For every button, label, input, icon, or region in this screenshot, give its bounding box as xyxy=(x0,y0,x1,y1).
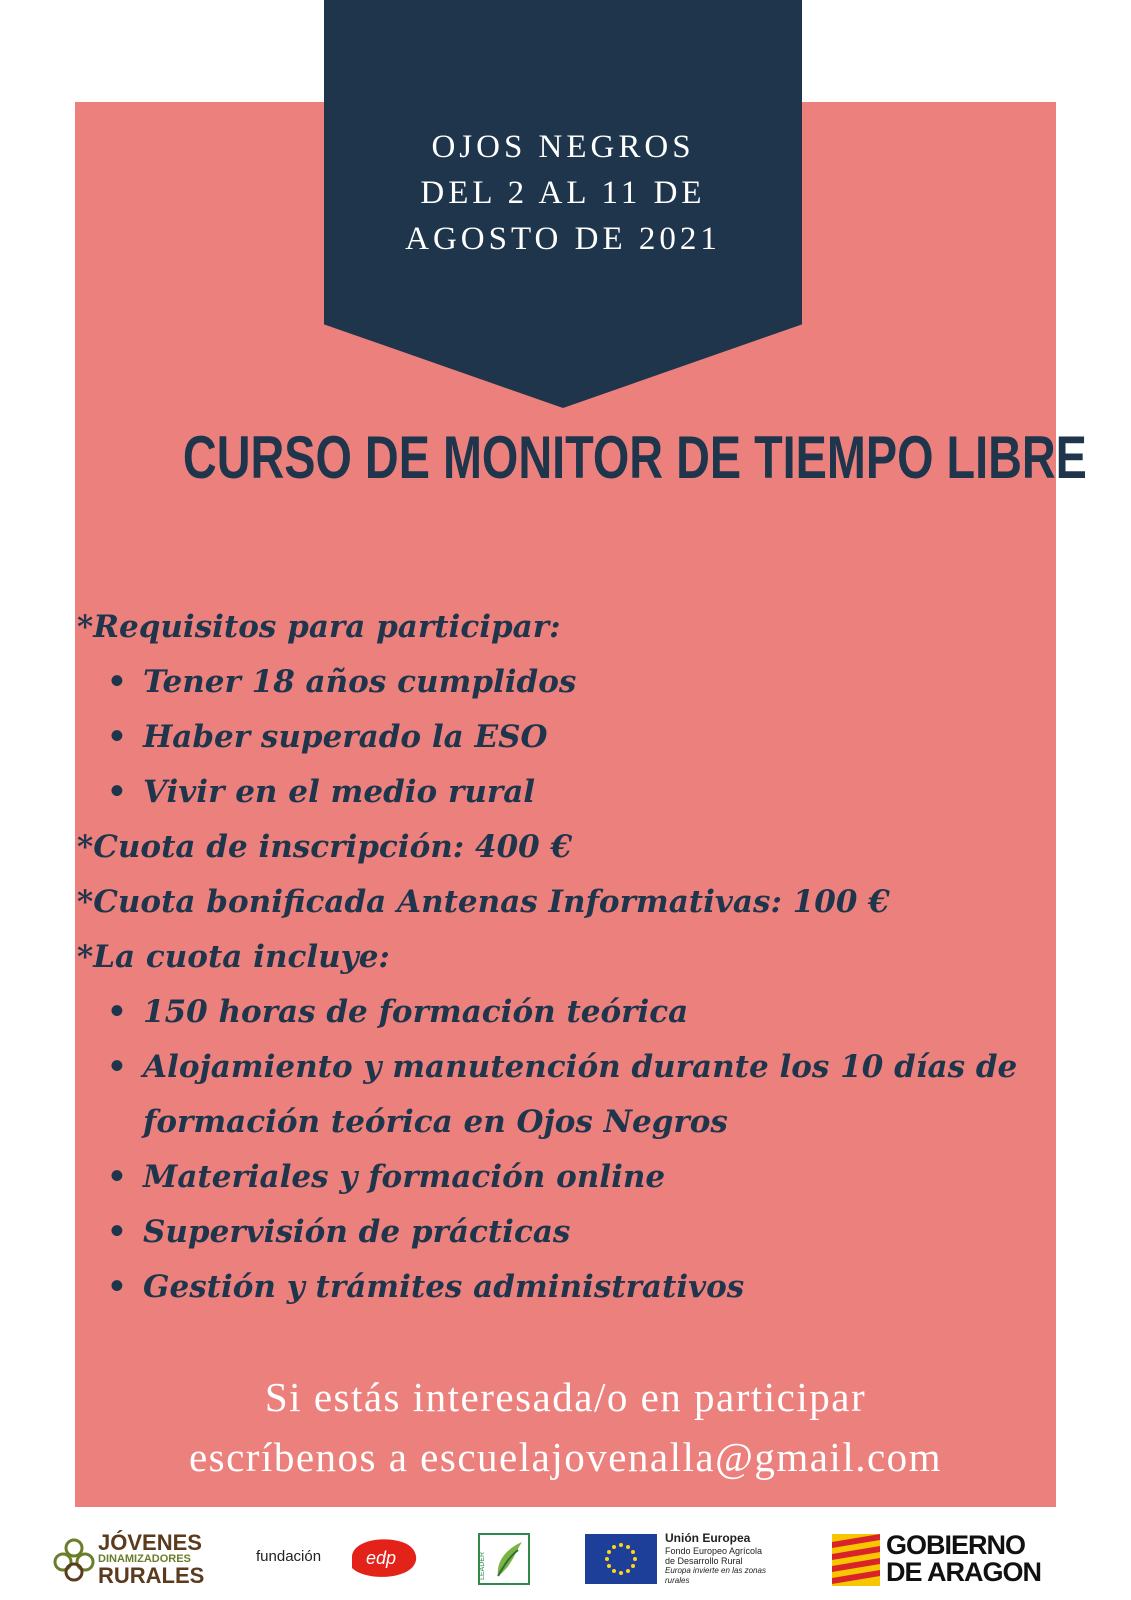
gobierno-text: GOBIERNO xyxy=(886,1530,1026,1560)
de-aragon-text: DE ARAGON xyxy=(886,1557,1042,1587)
clover-icon xyxy=(52,1536,96,1586)
svg-text:LEADER: LEADER xyxy=(479,1551,486,1580)
dinamizadores-text: DINAMIZADORES xyxy=(98,1553,191,1565)
includes-item: • Gestión y trámites administrativos xyxy=(77,1260,1057,1315)
requirement-item: • Tener 18 años cumplidos xyxy=(77,655,1057,710)
discount-fee-text: *Cuota bonificada Antenas Informativas: 100 € xyxy=(77,884,890,920)
svg-text:edp: edp xyxy=(366,1548,397,1568)
requirements-heading: *Requisitos para participar: xyxy=(77,609,561,645)
requirement-item: • Haber superado la ESO xyxy=(77,710,1057,765)
eu-title: Unión Europea xyxy=(665,1531,751,1545)
jovenes-text: JÓVENES xyxy=(98,1530,202,1555)
banner-dates-line1: DEL 2 AL 11 DE xyxy=(420,175,706,211)
jovenes-dinamizadores-logo xyxy=(52,1530,217,1592)
banner-dates-line2: AGOSTO DE 2021 xyxy=(405,221,721,257)
fee-text: *Cuota de inscripción: 400 € xyxy=(77,829,573,865)
gobierno-aragon-logo xyxy=(832,1530,1072,1592)
rurales-text: RURALES xyxy=(98,1563,205,1588)
banner-location: OJOS NEGROS xyxy=(431,129,695,165)
eu-motto: Europa invierte en las zonas rurales xyxy=(665,1566,766,1585)
eu-flag-icon xyxy=(585,1534,657,1584)
fundacion-text: fundación xyxy=(256,1548,322,1565)
includes-item-continuation: formación teórica en Ojos Negros xyxy=(143,1104,728,1140)
includes-item: • 150 horas de formación teórica xyxy=(77,985,1057,1040)
aragon-flag-icon xyxy=(832,1534,880,1586)
edp-brand-icon xyxy=(344,1534,422,1580)
includes-item: • Materiales y formación online xyxy=(77,1150,1057,1205)
contact-line-1: Si estás interesada/o en participar xyxy=(264,1374,867,1420)
includes-item: • Alojamiento y manutención durante los 10 días de xyxy=(77,1040,1057,1095)
contact-email-line: escríbenos a escuelajovenalla@gmail.com xyxy=(188,1434,943,1480)
banner-text xyxy=(324,124,802,262)
leader-icon xyxy=(478,1530,530,1586)
eu-fund-text: Fondo Europeo Agrícola xyxy=(665,1545,763,1556)
includes-item: • Supervisión de prácticas xyxy=(77,1205,1057,1260)
includes-heading: *La cuota incluye: xyxy=(77,939,390,975)
course-details xyxy=(77,600,1057,1315)
contact-callout xyxy=(75,1367,1056,1487)
fundacion-edp-logo xyxy=(256,1530,426,1592)
sponsor-logos xyxy=(0,1530,1131,1600)
eu-fund-text-2: de Desarrollo Rural xyxy=(665,1556,743,1567)
leader-logo xyxy=(478,1530,530,1592)
page-title: CURSO DE MONITOR DE TIEMPO LIBRE xyxy=(182,424,1087,491)
union-europea-logo xyxy=(585,1530,785,1592)
requirement-item: • Vivir en el medio rural xyxy=(77,765,1057,820)
